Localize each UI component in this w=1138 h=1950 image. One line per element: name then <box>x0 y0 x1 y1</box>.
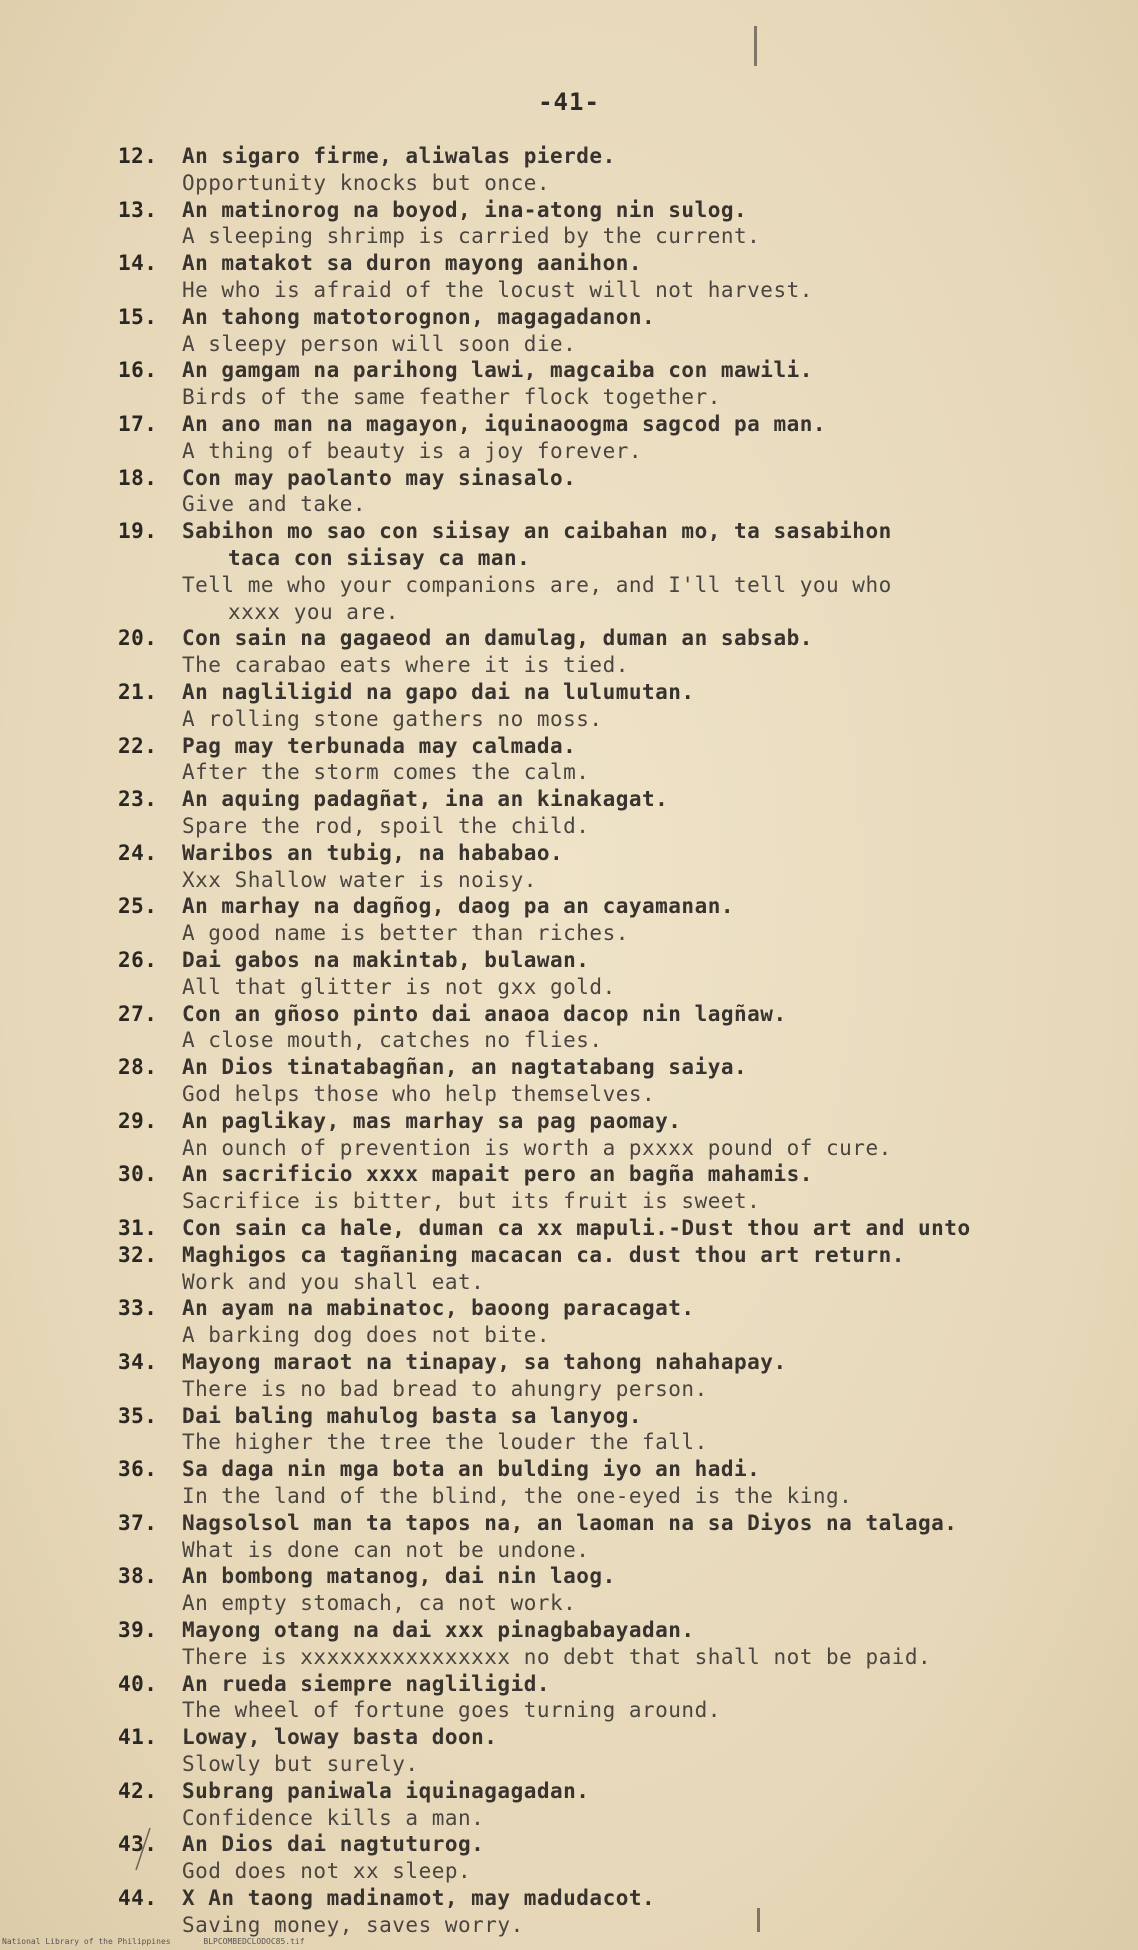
proverb-number: 13. <box>118 198 158 222</box>
proverb-bikol-text: An rueda siempre nagliligid. <box>182 1672 551 1696</box>
proverb-number: 31. <box>118 1216 158 1240</box>
proverb-number: 23. <box>118 787 158 811</box>
proverb-number: 42. <box>118 1779 158 1803</box>
proverb-number: 41. <box>118 1725 158 1749</box>
proverb-number: 14. <box>118 251 158 275</box>
pencil-mark-top <box>754 26 757 66</box>
proverb-bikol-text: An ayam na mabinatoc, baoong paracagat. <box>182 1296 695 1320</box>
proverb-bikol-text: Nagsolsol man ta tapos na, an laoman na sa Diyos na talaga. <box>182 1511 958 1535</box>
proverb-english-translation: Work and you shall eat. <box>182 1270 485 1294</box>
proverb-english-translation: Opportunity knocks but once. <box>182 171 551 195</box>
proverb-bikol-text-cont: taca con siisay ca man. <box>228 546 531 570</box>
proverb-english-translation: A barking dog does not bite. <box>182 1323 551 1347</box>
proverb-english-translation: Slowly but surely. <box>182 1752 419 1776</box>
proverb-bikol-text: Sa daga nin mga bota an bulding iyo an hadi. <box>182 1457 761 1481</box>
proverb-bikol-text: An matinorog na boyod, ina-atong nin sulog. <box>182 198 748 222</box>
proverb-english-translation: An ounch of prevention is worth a pxxxx pound of cure. <box>182 1136 892 1160</box>
proverb-bikol-text: Sabihon mo sao con siisay an caibahan mo, ta sasabihon <box>182 519 892 543</box>
proverb-number: 40. <box>118 1672 158 1696</box>
proverb-english-translation: Birds of the same feather flock together. <box>182 385 721 409</box>
proverb-english-translation: There is xxxxxxxxxxxxxxxx no debt that shall not be paid. <box>182 1645 932 1669</box>
proverb-bikol-text: An marhay na dagñog, daog pa an cayamanan. <box>182 894 735 918</box>
proverb-bikol-text: Mayong maraot na tinapay, sa tahong nahahapay. <box>182 1350 787 1374</box>
proverb-bikol-text: Con sain ca hale, duman ca xx mapuli.-Dust thou art and unto <box>182 1216 971 1240</box>
proverb-number: 32. <box>118 1243 158 1267</box>
proverb-english-translation: Spare the rod, spoil the child. <box>182 814 590 838</box>
proverb-bikol-text: An sacrificio xxxx mapait pero an bagña mahamis. <box>182 1162 813 1186</box>
proverb-bikol-text: X An taong madinamot, may madudacot. <box>182 1886 656 1910</box>
proverb-english-translation: Xxx Shallow water is noisy. <box>182 868 537 892</box>
proverb-bikol-text: An paglikay, mas marhay sa pag paomay. <box>182 1109 682 1133</box>
proverb-bikol-text: An bombong matanog, dai nin laog. <box>182 1564 616 1588</box>
proverb-english-translation: There is no bad bread to ahungry person. <box>182 1377 708 1401</box>
proverb-english-translation: xxxx you are. <box>228 600 399 624</box>
proverb-number: 33. <box>118 1296 158 1320</box>
proverb-bikol-text: Con sain na gagaeod an damulag, duman an sabsab. <box>182 626 813 650</box>
proverb-english-translation: Give and take. <box>182 492 367 516</box>
page-number: -41- <box>538 88 600 116</box>
proverb-number: 35. <box>118 1404 158 1428</box>
proverb-number: 29. <box>118 1109 158 1133</box>
proverb-english-translation: Tell me who your companions are, and I'll tell you who <box>182 573 892 597</box>
proverb-number: 27. <box>118 1002 158 1026</box>
proverb-english-translation: In the land of the blind, the one-eyed is the king. <box>182 1484 853 1508</box>
proverb-bikol-text: Pag may terbunada may calmada. <box>182 734 577 758</box>
proverb-number: 15. <box>118 305 158 329</box>
proverb-english-translation: Confidence kills a man. <box>182 1806 485 1830</box>
proverb-bikol-text: An sigaro firme, aliwalas pierde. <box>182 144 616 168</box>
proverb-english-translation: A sleepy person will soon die. <box>182 332 577 356</box>
proverb-number: 19. <box>118 519 158 543</box>
proverb-number: 22. <box>118 734 158 758</box>
proverb-number: 38. <box>118 1564 158 1588</box>
proverb-bikol-text: An nagliligid na gapo dai na lulumutan. <box>182 680 695 704</box>
proverb-number: 37. <box>118 1511 158 1535</box>
proverb-number: 34. <box>118 1350 158 1374</box>
proverb-english-translation: A sleeping shrimp is carried by the current. <box>182 224 761 248</box>
proverb-number: 25. <box>118 894 158 918</box>
proverb-bikol-text: Loway, loway basta doon. <box>182 1725 498 1749</box>
footer-file: BLPCOMBEDCLODOC85.tif <box>203 1937 305 1946</box>
proverb-english-translation: A thing of beauty is a joy forever. <box>182 439 643 463</box>
proverb-english-translation: After the storm comes the calm. <box>182 760 590 784</box>
proverb-number: 44. <box>118 1886 158 1910</box>
proverb-english-translation: Sacrifice is bitter, but its fruit is sweet. <box>182 1189 761 1213</box>
proverb-english-translation: A good name is better than riches. <box>182 921 629 945</box>
proverb-number: 12. <box>118 144 158 168</box>
proverb-number: 28. <box>118 1055 158 1079</box>
proverb-english-translation: The higher the tree the louder the fall. <box>182 1430 708 1454</box>
proverb-bikol-text: An Dios tinatabagñan, an nagtatabang saiya. <box>182 1055 748 1079</box>
proverb-number: 39. <box>118 1618 158 1642</box>
handwritten-slash-mark <box>130 1826 156 1872</box>
proverb-english-translation: He who is afraid of the locust will not harvest. <box>182 278 813 302</box>
proverb-english-translation: Saving money, saves worry. <box>182 1913 524 1937</box>
proverb-number: 17. <box>118 412 158 436</box>
proverb-bikol-text: An aquing padagñat, ina an kinakagat. <box>182 787 669 811</box>
footer-institution: National Library of the Philippines <box>2 1937 171 1946</box>
proverb-number: 30. <box>118 1162 158 1186</box>
proverb-english-translation: An empty stomach, ca not work. <box>182 1591 577 1615</box>
proverb-bikol-text: Con an gñoso pinto dai anaoa dacop nin lagñaw. <box>182 1002 787 1026</box>
proverb-number: 18. <box>118 466 158 490</box>
proverb-english-translation: God does not xx sleep. <box>182 1859 472 1883</box>
proverb-number: 21. <box>118 680 158 704</box>
proverb-bikol-text: Con may paolanto may sinasalo. <box>182 466 577 490</box>
proverb-number: 43. <box>118 1832 158 1856</box>
proverb-number: 36. <box>118 1457 158 1481</box>
proverb-english-translation: A rolling stone gathers no moss. <box>182 707 603 731</box>
proverb-bikol-text: Mayong otang na dai xxx pinagbabayadan. <box>182 1618 695 1642</box>
proverb-bikol-text: An Dios dai nagtuturog. <box>182 1832 485 1856</box>
proverb-bikol-text: An gamgam na parihong lawi, magcaiba con mawili. <box>182 358 813 382</box>
proverb-english-translation: All that glitter is not gxx gold. <box>182 975 616 999</box>
proverb-bikol-text: An ano man na magayon, iquinaoogma sagcod pa man. <box>182 412 827 436</box>
proverb-bikol-text: Waribos an tubig, na hababao. <box>182 841 564 865</box>
proverb-number: 24. <box>118 841 158 865</box>
proverb-english-translation: A close mouth, catches no flies. <box>182 1028 603 1052</box>
proverb-english-translation: What is done can not be undone. <box>182 1538 590 1562</box>
proverb-english-translation: God helps those who help themselves. <box>182 1082 656 1106</box>
proverb-number: 20. <box>118 626 158 650</box>
scan-footer <box>2 1937 333 1946</box>
proverb-bikol-text: Dai gabos na makintab, bulawan. <box>182 948 590 972</box>
proverb-number: 16. <box>118 358 158 382</box>
proverb-bikol-text: Dai baling mahulog basta sa lanyog. <box>182 1404 643 1428</box>
proverb-bikol-text: An matakot sa duron mayong aanihon. <box>182 251 643 275</box>
proverb-bikol-text: An tahong matotorognon, magagadanon. <box>182 305 656 329</box>
pencil-mark-bottom <box>757 1908 760 1932</box>
proverb-english-translation: The wheel of fortune goes turning around. <box>182 1698 721 1722</box>
proverb-bikol-text: Subrang paniwala iquinagagadan. <box>182 1779 590 1803</box>
proverb-english-translation: The carabao eats where it is tied. <box>182 653 629 677</box>
proverb-bikol-text: Maghigos ca tagñaning macacan ca. dust thou art return. <box>182 1243 905 1267</box>
proverb-number: 26. <box>118 948 158 972</box>
